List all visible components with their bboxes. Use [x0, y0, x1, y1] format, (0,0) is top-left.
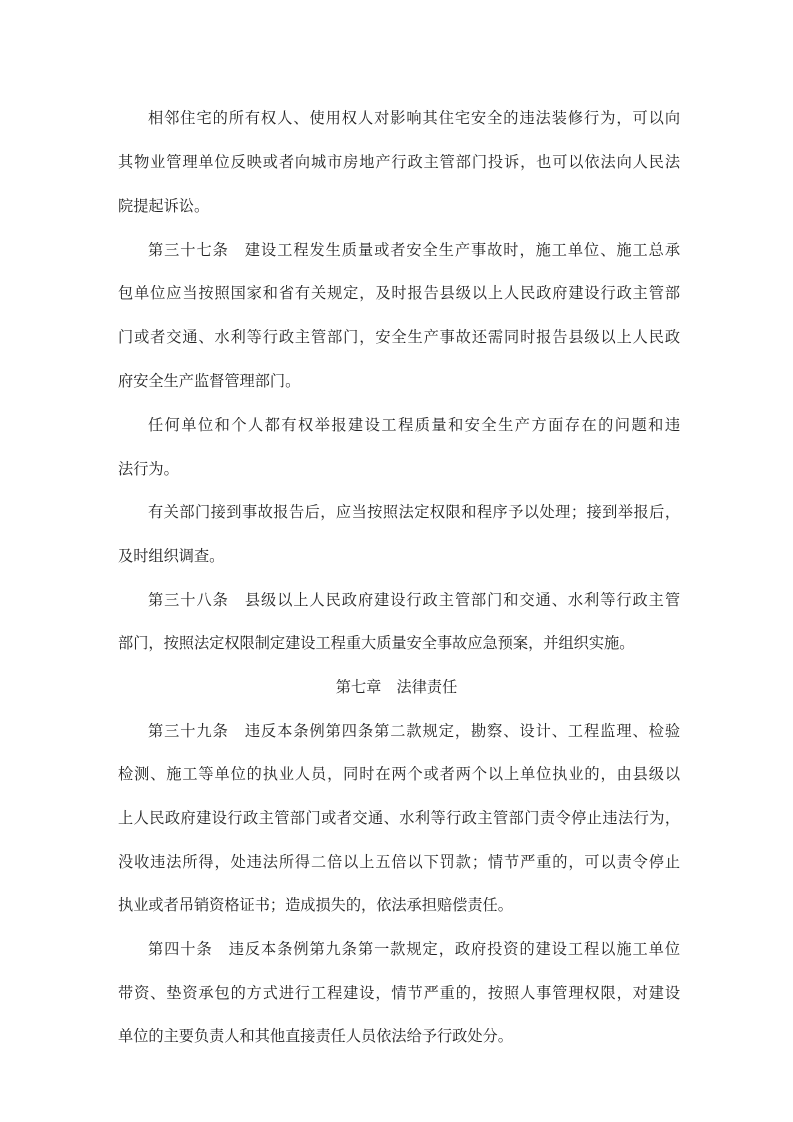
paragraph-line: 任何单位和个人都有权举报建设工程质量和安全生产方面存在的问题和违	[148, 416, 680, 434]
article-37-line: 第三十七条 建设工程发生质量或者安全生产事故时，施工单位、施工总承	[148, 241, 680, 259]
article-39-line: 执业或者吊销资格证书；造成损失的，依法承担赔偿责任。	[118, 896, 513, 914]
article-39-line: 第三十九条 违反本条例第四条第二款规定，勘察、设计、工程监理、检验	[148, 722, 680, 740]
paragraph-line: 其物业管理单位反映或者向城市房地产行政主管部门投诉，也可以依法向人民法	[118, 153, 680, 171]
paragraph-line: 及时组织调查。	[118, 547, 225, 565]
article-40-line: 单位的主要负责人和其他直接责任人员依法给予行政处分。	[118, 1027, 513, 1045]
article-40-line: 第四十条 违反本条例第九条第一款规定，政府投资的建设工程以施工单位	[148, 940, 680, 958]
article-38-line: 第三十八条 县级以上人民政府建设行政主管部门和交通、水利等行政主管	[148, 591, 680, 609]
paragraph-line: 法行为。	[118, 460, 179, 478]
chapter-heading: 第七章 法律责任	[335, 678, 458, 696]
article-39-line: 上人民政府建设行政主管部门或者交通、水利等行政主管部门责令停止违法行为，	[118, 809, 680, 827]
paragraph-line: 院提起诉讼。	[118, 197, 210, 215]
article-39-line: 检测、施工等单位的执业人员，同时在两个或者两个以上单位执业的，由县级以	[118, 765, 680, 783]
article-37-line: 门或者交通、水利等行政主管部门，安全生产事故还需同时报告县级以上人民政	[118, 328, 680, 346]
article-38-line: 部门，按照法定权限制定建设工程重大质量安全事故应急预案，并组织实施。	[118, 634, 635, 652]
article-40-line: 带资、垫资承包的方式进行工程建设，情节严重的，按照人事管理权限，对建设	[118, 984, 680, 1002]
article-39-line: 没收违法所得，处违法所得二倍以上五倍以下罚款；情节严重的，可以责令停止	[118, 853, 680, 871]
paragraph-line: 有关部门接到事故报告后，应当按照法定权限和程序予以处理；接到举报后，	[148, 503, 680, 521]
article-37-line: 府安全生产监督管理部门。	[118, 372, 301, 390]
paragraph-line: 相邻住宅的所有权人、使用权人对影响其住宅安全的违法装修行为，可以向	[148, 109, 680, 127]
article-37-line: 包单位应当按照国家和省有关规定，及时报告县级以上人民政府建设行政主管部	[118, 284, 680, 302]
